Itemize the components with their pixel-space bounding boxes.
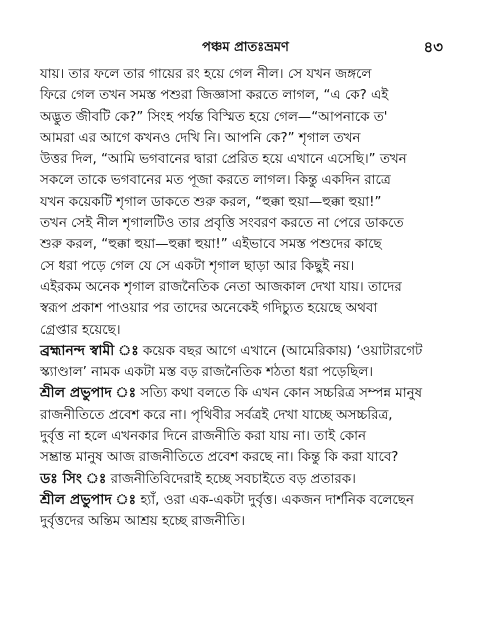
text-line xyxy=(40,405,460,426)
dialogue-line xyxy=(40,341,460,362)
line-text: সে ধরা পড়ে গেল যে সে একটা শৃগাল ছাড়া আর কিছুই নয়। xyxy=(40,258,355,274)
text-line xyxy=(40,511,460,532)
text-line xyxy=(40,256,460,277)
text-line xyxy=(40,320,460,341)
line-text: সকলে তাকে ভগবানের মত পূজা করতে লাগল। কিন্তু একদিন রাত্রে xyxy=(40,173,391,189)
page-number: ৪৩ xyxy=(423,38,443,56)
line-text: কয়েক বছর আগে এখানে (আমেরিকায়) ‘ওয়াটারগেট xyxy=(138,343,423,359)
text-line xyxy=(40,170,460,191)
text-line xyxy=(40,149,460,170)
text-line xyxy=(40,107,460,128)
text-line xyxy=(40,85,460,106)
text-line xyxy=(40,234,460,255)
speaker-label: ডঃ সিং ঃ xyxy=(40,470,107,487)
text-line xyxy=(40,426,460,447)
text-line xyxy=(40,192,460,213)
line-text: আমরা এর আগে কখনও দেখি নি। আপনি কে?” শৃগাল তখন xyxy=(40,130,361,146)
line-text: অদ্ভুত জীবটি কে?” সিংহ পর্যন্ত বিস্মিত হয়ে গেল—“আপনাকে ত' xyxy=(40,109,388,125)
line-text: হ্যাঁ, ওরা এক-একটা দুর্বৃত্ত। একজন দার্শনিক বলেছেন xyxy=(136,492,414,508)
body-text xyxy=(40,64,460,533)
text-line xyxy=(40,213,460,234)
line-text: সত্যি কথা বলতে কি এখন কোন সচ্চরিত্র সম্পন্ন মানুষ xyxy=(136,386,422,402)
line-text: তখন সেই নীল শৃগালটিও তার প্রবৃত্তি সংবরণ করতে না পেরে ডাকতে xyxy=(40,216,404,232)
line-text: রাজনীতিবিদেরাই হচ্ছে সবচাইতে বড় প্রতারক। xyxy=(106,471,356,487)
line-text: এইরকম অনেক শৃগাল রাজনৈতিক নেতা আজকাল দেখা যায়। তাদের xyxy=(40,279,402,295)
dialogue-line xyxy=(40,469,460,490)
line-text: যায়। তার ফলে তার গায়ের রং হয়ে গেল নীল। সে যখন জঙ্গলে xyxy=(40,67,372,82)
text-line xyxy=(40,64,460,85)
text-line xyxy=(40,128,460,149)
text-line xyxy=(40,447,460,468)
dialogue-line xyxy=(40,383,460,404)
chapter-title: পঞ্চম প্রাতঃভ্রমণ xyxy=(202,40,289,55)
line-text: স্ক্যাণ্ডাল’ নামক একটা মস্ত বড় রাজনৈতিক শঠতা ধরা পড়েছিল। xyxy=(40,365,374,381)
line-text: যখন কয়েকটি শৃগাল ডাকতে শুরু করল, “হুক্কা হুয়া—হুক্কা হুয়া!” xyxy=(40,194,382,210)
line-text: দুর্বৃত্তদের অন্তিম আশ্রয় হচ্ছে রাজনীতি। xyxy=(40,514,246,530)
text-line xyxy=(40,298,460,319)
speaker-label: শ্রীল প্রভুপাদ ঃ xyxy=(40,491,137,508)
dialogue-line xyxy=(40,490,460,511)
line-text: রাজনীতিতে প্রবেশ করে না। পৃথিবীর সর্বত্রই দেখা যাচ্ছে অসচ্চরিত্র, xyxy=(40,407,393,423)
line-text: সম্ভ্রান্ত মানুষ আজ রাজনীতিতে প্রবেশ করছে না। কিন্তু কি করা যাবে? xyxy=(40,450,399,466)
text-line xyxy=(40,362,460,383)
speaker-label: ব্রহ্মানন্দ স্বামী ঃ xyxy=(40,342,139,359)
page-header xyxy=(0,36,491,60)
speaker-label: শ্রীল প্রভুপাদ ঃ xyxy=(40,385,137,402)
line-text: শুরু করল, “হুক্কা হুয়া—হুক্কা হুয়া!” এইভাবে সমস্ত পশুদের কাছে xyxy=(40,237,382,253)
text-line xyxy=(40,277,460,298)
line-text: দুর্বৃত্ত না হলে এখনকার দিনে রাজনীতি করা যায় না। তাই কোন xyxy=(40,429,366,445)
line-text: উত্তর দিল, “আমি ভগবানের দ্বারা প্রেরিত হয়ে এখানে এসেছি।” তখন xyxy=(40,152,407,168)
line-text: গ্রেপ্তার হয়েছে। xyxy=(40,322,121,338)
line-text: স্বরূপ প্রকাশ পাওয়ার পর তাদের অনেকেই গদিচ্যুত হয়েছে অথবা xyxy=(40,301,378,317)
line-text: ফিরে গেল তখন সমস্ত পশুরা জিজ্ঞাসা করতে লাগল, “এ কে? এই xyxy=(40,88,389,104)
